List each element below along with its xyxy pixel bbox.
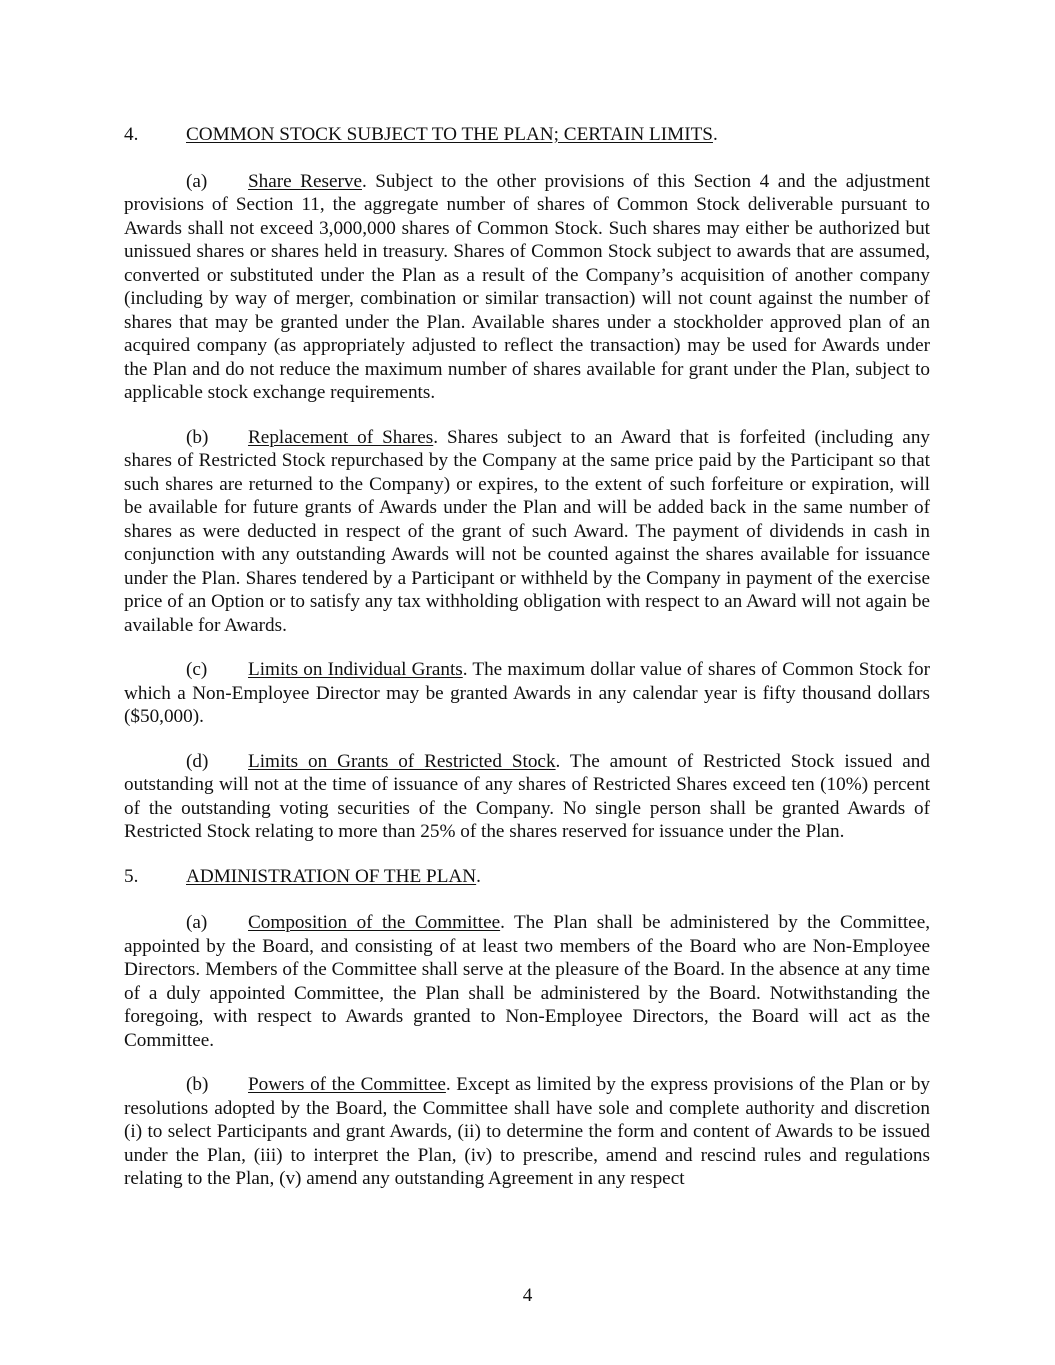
paragraph-5a: (a) Composition of the Committee. The Plan shall be administered by the Committee, appointed by the Board, and consisting of at least two members of the Board who are Non-Employee Directors. Members of the Committee shall serve at the pleasure of the Board. In the absence at any time of a duly appointed Committee, the Plan shall be administered by the Board. Notwithstanding the foregoing, with respect to Awards granted to Non-Employee Directors, the Board will act as the Committee. xyxy=(124,912,931,1051)
paragraph-label: (b) xyxy=(186,1074,209,1095)
section-number: 4. xyxy=(124,124,139,145)
paragraph-label: (a) xyxy=(186,912,208,933)
paragraph-label: (c) xyxy=(186,659,208,680)
paragraph-label: (d) xyxy=(186,750,209,772)
paragraph-4b: (b) Replacement of Shares. Shares subject to an Award that is forfeited (including any shares of Restricted Stock repurchased by the Company at the same price paid by the Participant so that such shares are returned to the Company) or expires, to the extent of such forfeiture or expiration, will be available for future grants of Awards under the Plan and will be added back in the same number of shares as were deducted in respect of the grant of such Award. The payment of dividends in cash in conjunction with any outstanding Awards will not be counted against the shares available for issuance under the Plan. Shares tendered by a Participant or withheld by the Company in payment of the exercise price of an Option or to satisfy any tax withholding obligation with respect to an Award will not again be available for Awards. xyxy=(124,426,931,636)
paragraph-text: The amount of Restricted Stock issued and outstanding will not at the time of issuance of any shares of Restricted Shares exceed ten (10%) percent of the outstanding voting securities of the Company. No single person shall be granted Awards of Restricted Stock relating to more than 25% of the shares reserved for issuance under the Plan. xyxy=(124,750,930,842)
paragraph-caption: Limits on Individual Grants xyxy=(248,659,463,680)
paragraph-4a: (a) Share Reserve. Subject to the other provisions of this Section 4 and the adjustment provisions of Section 11, the aggregate number of shares of Common Stock deliverable pursuant to Awards shall not exceed 3,000,000 shares of Common Stock. Such shares may either be authorized but unissued shares or shares held in treasury. Shares of Common Stock subject to awards that are assumed, converted or substituted under the Plan as a result of the Company’s acquisition of another company (including by way of merger, combination or similar transaction) will not count against the number of shares that may be granted under the Plan. Available shares under a stockholder approved plan of an acquired company (as appropriately adjusted to reflect the transaction) may be used for Awards under the Plan and do not reduce the maximum number of shares available for grant under the Plan, subject to applicable stock exchange requirements. xyxy=(124,170,930,403)
paragraph-text: The Plan shall be administered by the Committee, appointed by the Board, and consisting of at least two members of the Board who are Non-Employee Directors. Members of the Committee shall serve at the pleasure of the Board. In the absence at any time of a duly appointed Committee, the Plan shall be administered by the Board. Notwithstanding the foregoing, with respect to Awards granted to Non-Employee Directors, the Board will act as the Committee. xyxy=(124,912,931,1051)
paragraph-label: (b) xyxy=(186,426,209,448)
section-title: COMMON STOCK SUBJECT TO THE PLAN; CERTAIN LIMITS xyxy=(186,124,713,145)
paragraph-text: Except as limited by the express provisions of the Plan or by resolutions adopted by the Board, the Committee shall have sole and complete authority and discretion (i) to select Participants and grant Awards, (ii) to determine the form and content of Awards to be issued under the Plan, (iii) to interpret the Plan, (iv) to prescribe, amend and rescind rules and regulations relating to the Plan, (v) amend any outstanding Agreement in any respect xyxy=(124,1074,931,1189)
paragraph-label: (a) xyxy=(186,170,208,192)
paragraph-text: Subject to the other provisions of this Section 4 and the adjustment provisions of Section 11, the aggregate number of shares of Common Stock deliverable pursuant to Awards shall not exceed 3,000,000 shares of Common Stock. Such shares may either be authorized but unissued shares or shares held in treasury. Shares of Common Stock subject to awards that are assumed, converted or substituted under the Plan as a result of the Company’s acquisition of another company (including by way of merger, combination or similar transaction) will not count against the number of shares that may be granted under the Plan. Available shares under a stockholder approved plan of an acquired company (as appropriately adjusted to reflect the transaction) may be used for Awards under the Plan and do not reduce the maximum number of shares available for grant under the Plan, subject to applicable stock exchange requirements. xyxy=(124,170,930,403)
paragraph-caption: Powers of the Committee xyxy=(248,1074,446,1095)
paragraph-caption: Composition of the Committee xyxy=(248,912,501,933)
paragraph-caption: Limits on Grants of Restricted Stock xyxy=(248,750,556,772)
section-number: 5. xyxy=(124,865,139,887)
paragraph-5b: (b) Powers of the Committee. Except as limited by the express provisions of the Plan or by resolutions adopted by the Board, the Committee shall have sole and complete authority and discretion (i) to select Participants and grant Awards, (ii) to determine the form and content of Awards to be issued under the Plan, (iii) to interpret the Plan, (iv) to prescribe, amend and rescind rules and regulations relating to the Plan, (v) amend any outstanding Agreement in any respect xyxy=(124,1074,931,1189)
section-title: ADMINISTRATION OF THE PLAN xyxy=(186,865,477,887)
paragraph-text: The maximum dollar value of shares of Common Stock for which a Non-Employee Director may be granted Awards in any calendar year is fifty thousand dollars ($50,000). xyxy=(124,659,930,727)
paragraph-caption: Replacement of Shares xyxy=(248,426,434,448)
paragraph-caption: Share Reserve xyxy=(248,170,362,192)
section-5-heading: 5. ADMINISTRATION OF THE PLAN. xyxy=(124,865,481,887)
section-4-heading: 4. COMMON STOCK SUBJECT TO THE PLAN; CERTAIN LIMITS. xyxy=(124,124,718,145)
page-number: 4 xyxy=(522,1285,533,1306)
paragraph-text: Shares subject to an Award that is forfeited (including any shares of Restricted Stock repurchased by the Company at the same price paid by the Participant so that such shares are returned to the Company) or expires, to the extent of such forfeiture or expiration, will be available for future grants of Awards under the Plan and will be added back in the same number of shares as were deducted in respect of the grant of such Award. The payment of dividends in cash in conjunction with any outstanding Awards will not be counted against the shares available for issuance under the Plan. Shares tendered by a Participant or withheld by the Company in payment of the exercise price of an Option or to satisfy any tax withholding obligation with respect to an Award will not again be available for Awards. xyxy=(124,426,931,636)
paragraph-4c: (c) Limits on Individual Grants. The maximum dollar value of shares of Common Stock for which a Non-Employee Director may be granted Awards in any calendar year is fifty thousand dollars ($50,000). xyxy=(124,659,930,727)
document-page xyxy=(124,123,930,1212)
paragraph-4d: (d) Limits on Grants of Restricted Stock. The amount of Restricted Stock issued and outstanding will not at the time of issuance of any shares of Restricted Shares exceed ten (10%) percent of the outstanding voting securities of the Company. No single person shall be granted Awards of Restricted Stock relating to more than 25% of the shares reserved for issuance under the Plan. xyxy=(124,750,930,842)
